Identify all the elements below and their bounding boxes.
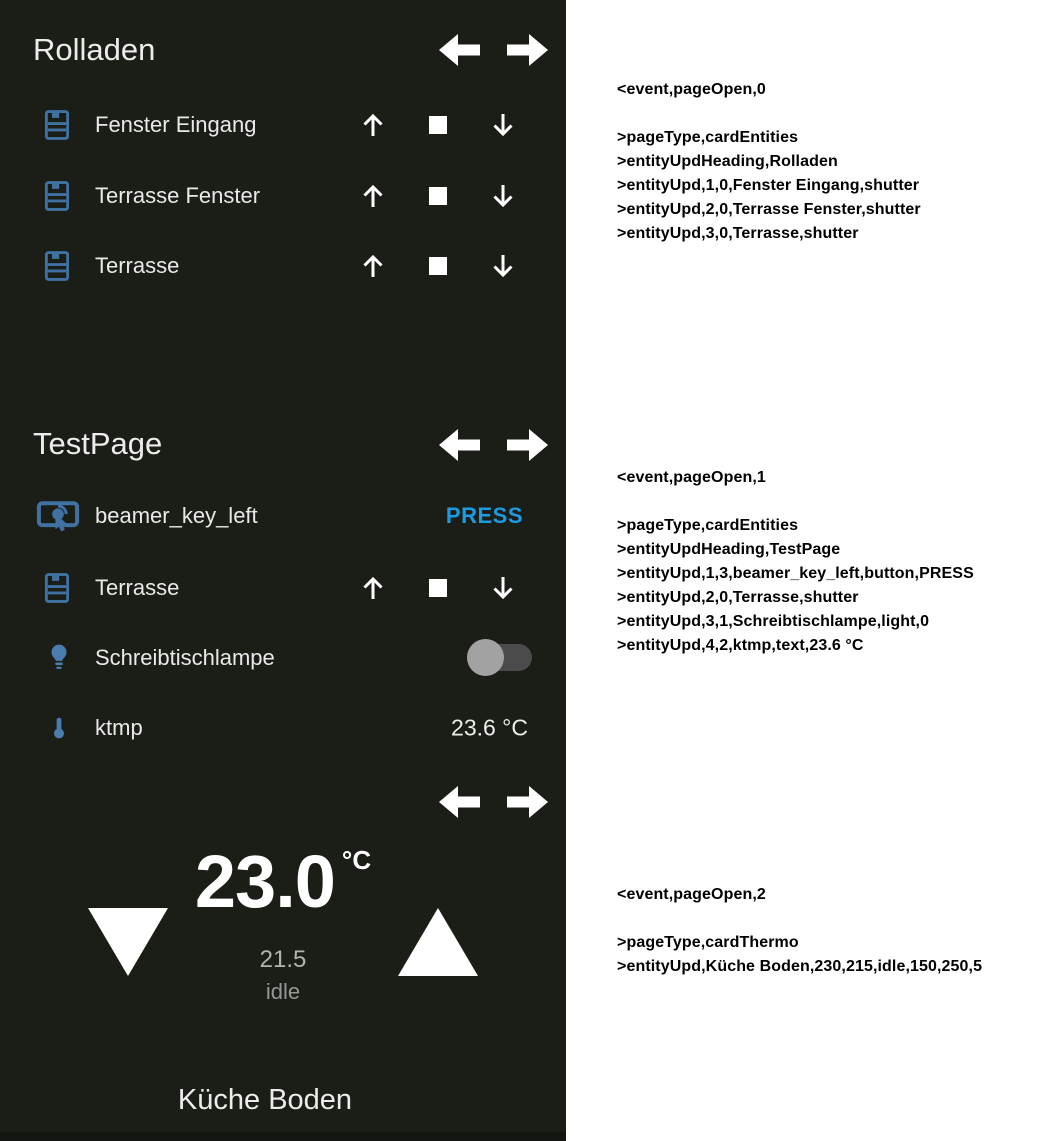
entity-row-fenster-eingang [0, 90, 566, 160]
temperature-unit: °C [341, 845, 372, 875]
shutter-up-button[interactable] [359, 574, 387, 602]
arrow-down-icon [489, 182, 517, 210]
card-rolladen-heading: Rolladen [33, 32, 156, 67]
shutter-stop-button[interactable] [429, 187, 447, 205]
log-event-line: <event,pageOpen,2 [617, 886, 766, 903]
entity-label: Terrasse [95, 253, 180, 278]
page-prev-button[interactable] [438, 428, 480, 462]
press-button[interactable]: PRESS [445, 503, 523, 528]
shutter-down-button[interactable] [489, 252, 517, 280]
page-next-button[interactable] [507, 428, 549, 462]
card-testpage-heading: TestPage [33, 426, 163, 461]
log-event-line: <event,pageOpen,0 [617, 81, 766, 98]
shutter-up-button[interactable] [359, 182, 387, 210]
arrow-up-icon [359, 252, 387, 280]
entity-row-terrasse [0, 231, 566, 301]
log-response-lines [617, 514, 974, 658]
panel-bottom-strip [0, 1132, 566, 1141]
arrow-down-icon [489, 574, 517, 602]
entity-row-terrasse [0, 553, 566, 623]
arrow-up-icon [359, 111, 387, 139]
log-line: >entityUpd,1,3,beamer_key_left,button,PRESS [617, 565, 974, 582]
window-shutter-icon [40, 247, 74, 285]
log-line: >entityUpdHeading,TestPage [617, 541, 841, 558]
log-line: >entityUpdHeading,Rolladen [617, 153, 838, 170]
arrow-right-icon [507, 33, 549, 67]
log-line: >pageType,cardEntities [617, 129, 799, 146]
entity-row-schreibtischlampe [0, 623, 566, 693]
window-shutter-icon [40, 106, 74, 144]
log-event-line: <event,pageOpen,1 [617, 469, 766, 486]
arrow-up-icon [359, 182, 387, 210]
arrow-up-icon [359, 574, 387, 602]
page-next-button[interactable] [507, 33, 549, 67]
temperature-value: 23.6 °C [451, 714, 528, 741]
page-next-button[interactable] [507, 785, 549, 819]
arrow-left-icon [438, 428, 480, 462]
shutter-stop-button[interactable] [429, 579, 447, 597]
page-prev-button[interactable] [438, 33, 480, 67]
current-temperature-value: 23.0 [194, 840, 335, 923]
page-prev-button[interactable] [438, 785, 480, 819]
log-block-page0 [617, 78, 921, 246]
entity-label: ktmp [95, 715, 143, 740]
log-block-page1 [617, 466, 974, 658]
log-line: >pageType,cardEntities [617, 517, 799, 534]
window-shutter-icon [40, 177, 74, 215]
log-line: >entityUpd,2,0,Terrasse,shutter [617, 589, 859, 606]
shutter-up-button[interactable] [359, 111, 387, 139]
shutter-down-button[interactable] [489, 574, 517, 602]
thermometer-icon [46, 711, 72, 745]
gesture-tap-button-icon [36, 496, 80, 536]
target-temperature: 21.5 [259, 946, 307, 973]
log-line: >entityUpd,2,0,Terrasse Fenster,shutter [617, 201, 921, 218]
log-response-lines [617, 126, 921, 246]
log-block-page2 [617, 883, 982, 979]
arrow-right-icon [507, 428, 549, 462]
shutter-down-button[interactable] [489, 111, 517, 139]
toggle-knob [467, 639, 504, 676]
log-line: >entityUpd,3,0,Terrasse,shutter [617, 225, 859, 242]
stop-square-icon [429, 116, 447, 134]
stop-square-icon [429, 257, 447, 275]
arrow-left-icon [438, 785, 480, 819]
log-response-lines [617, 931, 982, 979]
arrow-left-icon [438, 33, 480, 67]
log-line: >entityUpd,Küche Boden,230,215,idle,150,250,5 [617, 958, 983, 975]
log-line: >pageType,cardThermo [617, 934, 799, 951]
log-line: >entityUpd,4,2,ktmp,text,23.6 °C [617, 637, 864, 654]
hvac-state: idle [265, 979, 301, 1004]
shutter-up-button[interactable] [359, 252, 387, 280]
shutter-stop-button[interactable] [429, 116, 447, 134]
window-shutter-icon [40, 569, 74, 607]
shutter-down-button[interactable] [489, 182, 517, 210]
log-line: >entityUpd,1,0,Fenster Eingang,shutter [617, 177, 920, 194]
entity-label: Terrasse Fenster [95, 183, 261, 208]
arrow-down-icon [489, 111, 517, 139]
lightbulb-icon [42, 640, 76, 676]
thermostat-title: Küche Boden [177, 1084, 353, 1116]
entity-label: Fenster Eingang [95, 112, 257, 137]
current-temperature [0, 840, 566, 923]
entity-label: Terrasse [95, 575, 180, 600]
shutter-stop-button[interactable] [429, 257, 447, 275]
log-line: >entityUpd,3,1,Schreibtischlampe,light,0 [617, 613, 930, 630]
stop-square-icon [429, 579, 447, 597]
entity-row-beamer-key-left [0, 481, 566, 551]
arrow-down-icon [489, 252, 517, 280]
entity-label: Schreibtischlampe [95, 645, 275, 670]
entity-label: beamer_key_left [95, 503, 258, 528]
entity-row-ktmp [0, 693, 566, 763]
stop-square-icon [429, 187, 447, 205]
arrow-right-icon [507, 785, 549, 819]
entity-row-terrasse-fenster [0, 161, 566, 231]
light-toggle[interactable] [467, 639, 533, 677]
